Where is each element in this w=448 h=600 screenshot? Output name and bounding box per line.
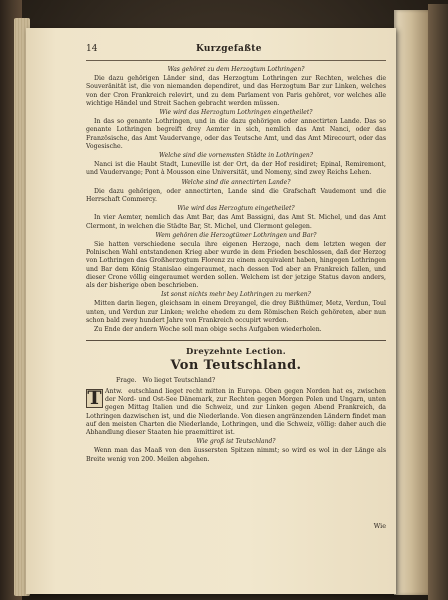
question: Welche sind die annectirten Lande? bbox=[181, 178, 291, 186]
question: Wem gehören die Herzogtümer Lothringen und Bar? bbox=[155, 231, 317, 239]
question: Wie groß ist Teutschland? bbox=[196, 438, 276, 446]
page-number: 14 bbox=[86, 44, 98, 54]
answer-paragraph bbox=[86, 388, 386, 437]
review-note bbox=[86, 326, 386, 334]
qa-block bbox=[86, 109, 386, 151]
answer-label: Antw. bbox=[105, 388, 123, 395]
answer: Zu Ende der andern Woche soll man obige sechs Aufgaben wiederholen. bbox=[94, 325, 322, 333]
header-rule bbox=[86, 60, 386, 61]
answer: Die dazu gehörigen, oder annectirten, Lande sind die Grafschaft Vaudemont und die Herrschaft Commercy. bbox=[86, 187, 386, 204]
drop-cap: T bbox=[87, 387, 102, 409]
qa-block bbox=[86, 152, 386, 178]
question-text: Wo lieget Teutschland? bbox=[142, 376, 216, 384]
qa-block bbox=[86, 66, 386, 108]
question: Was gehöret zu dem Herzogtum Lothringen? bbox=[167, 66, 305, 73]
qa-block bbox=[86, 179, 386, 205]
section-divider bbox=[86, 340, 386, 341]
answer: In das so genante Lothringen, und in die dazu gehörigen oder annectirten Lande. Das so genante Lothringen begreift drey Aemter in sich, nemlich das Amt Nanci, oder das Französische, das Amt Vaudervange, oder das Teutsche Amt, und das Amt Mirecourt, oder das Vogesische. bbox=[86, 118, 386, 150]
right-page-stack bbox=[394, 10, 428, 595]
running-header bbox=[86, 44, 386, 58]
running-title: Kurzgefaßte bbox=[196, 44, 262, 54]
catchword: Wie bbox=[373, 522, 386, 530]
answer: Sie hatten verschiedene secula ihre eigenen Herzoge, nach dem letzten wegen der Polnischen Wahl entstandenen Krieg aber wurde in dem Frieden beschlossen, daß der Herzog von Lothringen das Großherzogtum Florenz zu einem acquivalent haben, hingegen Lothringen und Bar dem König Stanislao eingeraumet, nach dessen Tod aber an Frankreich fallen, und dieser Crone völlig eingeraumet werden sollen. Welchem ist der jetzige Status davon anders, als der bisherige oben beschrieben. bbox=[86, 241, 386, 290]
book-cover-edge bbox=[428, 4, 448, 600]
answer: Wenn man das Maaß von den äussersten Spitzen nimmt; so wird es wol in der Länge als Breite wenig von 200. Meilen abgehen. bbox=[86, 447, 386, 463]
lesson-title: Dreyzehnte Lection. bbox=[186, 345, 286, 356]
answer: In vier Aemter, nemlich das Amt Bar, das Amt Bassigni, das Amt St. Michel, und das Amt Clermont, in welchen die Städte Bar, St. Michel, und Clermont gelegen. bbox=[86, 214, 386, 230]
question: Wie wird das Herzogtum Lothringen eingetheilet? bbox=[159, 109, 313, 117]
qa-block bbox=[86, 205, 386, 231]
answer: Die dazu gehörigen Länder sind, das Herzogtum Lothringen zur Rechten, welches die Souveränität ist, die von niemanden dependiret, und das Herzogtum Bar zur Linken, welches von der Cron Frankreich relevirt, und zu dem Parlament von Paris gehöret, vor welches alle wichtige Händel und Streit Sachen gebracht werden müssen. bbox=[86, 75, 386, 107]
qa-block bbox=[86, 291, 386, 325]
answer: Mitten darin liegen, gleichsam in einem Dreyangel, die drey Bißthümer, Metz, Verdun, Toul unten, und Verdun zur Linken; welche ehedem zu dem Römischen Reich gehöreten, aber nun schon bald zwey hundert Jahre von Frankreich occupirt werden. bbox=[86, 300, 386, 324]
question-label: Frage. bbox=[116, 376, 137, 384]
question: Ist sonst nichts mehr bey Lothringen zu merken? bbox=[161, 291, 311, 299]
qa-block bbox=[86, 232, 386, 290]
answer: Nanci ist die Haubt Stadt, Luneville ist der Ort, da der Hof residiret; Epinal, Remiremont, und Vaudervange; Pont à Mousson eine Universität, und Nomeny, sind zwey Reichs Lehen. bbox=[86, 161, 386, 177]
question: Welche sind die vornemsten Städte in Lothringen? bbox=[159, 152, 313, 160]
chapter-heading: Von Teutschland. bbox=[170, 357, 302, 373]
question: Wie wird das Herzogtum eingetheilet? bbox=[177, 205, 295, 213]
page-content bbox=[86, 65, 386, 464]
question-line bbox=[86, 377, 386, 385]
answer-text: eutschland lieget recht mitten in Europa. Oben gegen Norden hat es, zwischen der Nord- und Ost-See Dänemark, zur Rechten gegen Morgen Polen und Ungarn, unten gegen Mittag Italien und die Schweiz, und zur Linken gegen Abend Frankreich, da Lothringen dazwischen ist, und die Niederlande. Von diesen angränzenden Ländern findet man auf den meisten Charten die Niederlande, Lothringen, und die Schweiz, völlig: daher auch die Abhandlung dieser Staaten hie praemittiret ist. bbox=[86, 388, 386, 437]
book-page bbox=[26, 28, 396, 594]
